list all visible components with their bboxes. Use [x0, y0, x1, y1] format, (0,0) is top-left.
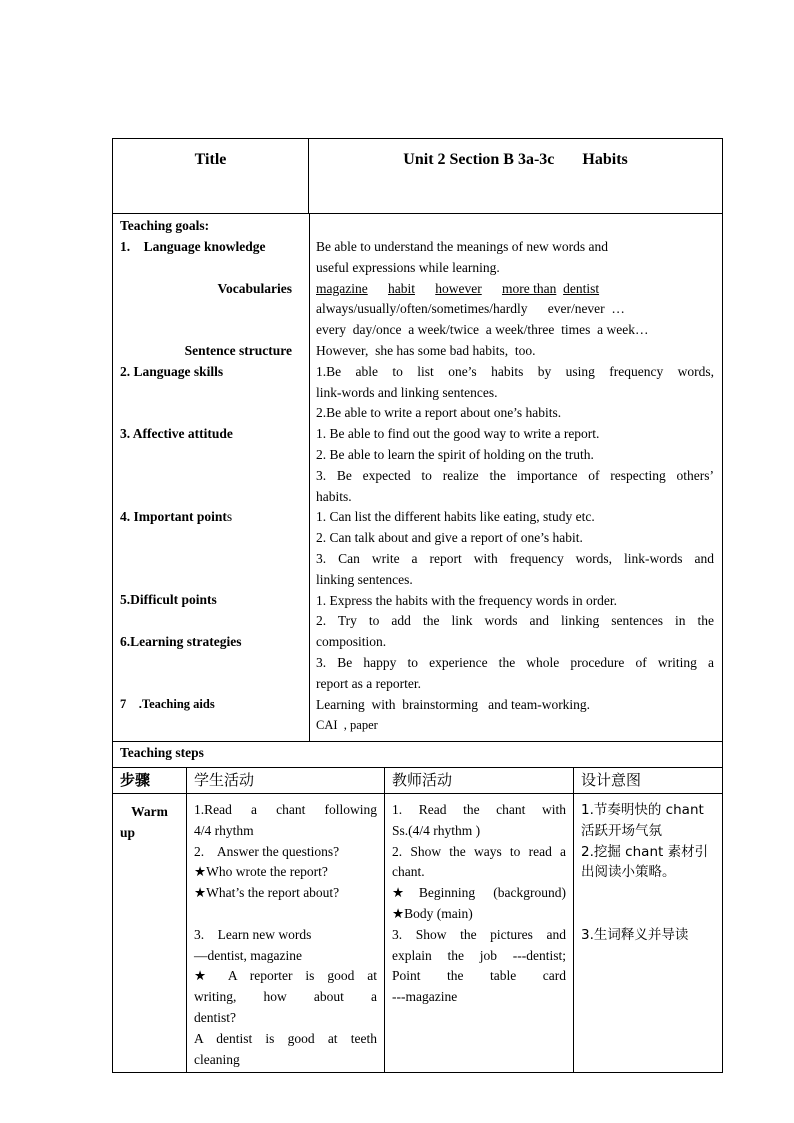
- text-line: linking sentences.: [316, 571, 413, 587]
- text-line: 1.Read a chant following: [194, 802, 378, 817]
- text-line: 2. Can talk about and give a report of one’s habit.: [316, 530, 583, 546]
- teaching-goals-section: [113, 214, 722, 741]
- text-line: A dentist is good at teeth: [194, 1030, 378, 1046]
- text-line: explain the job ---dentist;: [392, 947, 567, 963]
- text-line: 1.节奏明快的 chant: [581, 802, 704, 818]
- learning-strategies-label: 6.Learning strategies: [120, 634, 242, 649]
- text-line: Ss.(4/4 rhythm ): [392, 822, 481, 838]
- important-points-suffix: s: [226, 509, 233, 524]
- sentence-structure-label: Sentence structure: [184, 343, 293, 358]
- step-warm-up: [113, 794, 187, 1073]
- important-points-label: [120, 507, 232, 527]
- col-design-intent: 设计意图: [574, 768, 723, 794]
- text-line: report as a reporter.: [316, 675, 421, 691]
- teacher-activity: [385, 794, 574, 1073]
- col-step: 步骤: [113, 768, 187, 794]
- text-line: 3. Can write a report with frequency words, link-words and: [316, 550, 714, 566]
- vocab-word: more than: [501, 280, 557, 296]
- vocab-word: however: [435, 280, 482, 296]
- important-points-text: 4. Important point: [120, 509, 227, 524]
- difficult-points-label: 5.Difficult points: [120, 592, 217, 607]
- vocab-word: habit: [387, 280, 415, 296]
- step-label-line: up: [120, 824, 136, 840]
- step-label-line: Warm: [131, 804, 168, 819]
- lesson-plan-table: [112, 138, 723, 1073]
- teaching-steps-heading: Teaching steps: [113, 742, 723, 768]
- text-line: every day/once a week/twice a week/three times a week…: [316, 322, 649, 338]
- topic: Habits: [582, 151, 628, 168]
- text-line: composition.: [316, 634, 387, 650]
- text-line: 3. Learn new words: [194, 926, 312, 942]
- text-line: 2. Try to add the link words and linking sentences in the: [316, 613, 714, 629]
- warm-up-row: [113, 794, 723, 1073]
- text-line: [194, 904, 377, 925]
- unit-section: Unit 2 Section B 3a-3c: [403, 151, 555, 168]
- text-line: 活跃开场气氛: [581, 822, 663, 839]
- text-line: always/usually/often/sometimes/hardly ever/never …: [316, 301, 625, 317]
- teaching-aids-text: CAI , paper: [316, 718, 378, 733]
- goals-row: [113, 214, 723, 742]
- strategies-text: Learning with brainstorming and team-working.: [316, 696, 591, 712]
- text-line: 1. Express the habits with the frequency words in order.: [316, 592, 618, 608]
- sentence-structure-text: However, she has some bad habits, too.: [316, 342, 536, 358]
- column-divider: [309, 214, 310, 741]
- affective-attitude-label: 3. Affective attitude: [120, 426, 233, 441]
- text-line: 2. Answer the questions?: [194, 843, 340, 859]
- lesson-title: [309, 139, 723, 214]
- text-line: writing, how about a: [194, 989, 378, 1005]
- text-line: 2. Be able to learn the spirit of holding on the truth.: [316, 446, 594, 462]
- title-label: Title: [113, 139, 309, 214]
- col-student-activity: 学生活动: [187, 768, 385, 794]
- text-line: dentist?: [194, 1009, 236, 1025]
- text-line: ★What’s the report about?: [194, 885, 340, 901]
- text-line: —dentist, magazine: [194, 947, 302, 963]
- teaching-steps-row: [113, 742, 723, 768]
- text-line: Point the table card: [392, 968, 567, 984]
- text-line: 1. Can list the different habits like eating, study etc.: [316, 509, 595, 525]
- vocab-word: dentist: [563, 280, 600, 296]
- text-line: 1. Read the chant with: [392, 802, 567, 817]
- teaching-aids-label: 7 .Teaching aids: [120, 697, 215, 711]
- vocab-word: magazine: [316, 280, 368, 296]
- language-knowledge-text: [316, 237, 714, 736]
- text-line: 3.生词释义并导读: [581, 926, 689, 943]
- text-line: 1. Be able to find out the good way to write a report.: [316, 426, 600, 442]
- text-line: 出阅读小策略。: [581, 864, 676, 881]
- text-line: 3. Be expected to realize the importance of respecting others’: [316, 467, 714, 483]
- text-line: 3. Be happy to experience the whole procedure of writing a: [316, 654, 714, 670]
- text-line: 2.Be able to write a report about one’s habits.: [316, 405, 562, 421]
- text-line: 3. Show the pictures and: [392, 926, 567, 942]
- vocabularies-label: Vocabularies: [217, 281, 293, 296]
- text-line: 4/4 rhythm: [194, 822, 254, 838]
- text-line: cleaning: [194, 1051, 240, 1067]
- text-line: ★Beginning (background): [392, 885, 567, 901]
- text-line: 2.挖掘 chant 素材引: [581, 843, 709, 860]
- text-line: ★ A reporter is good at: [194, 968, 378, 984]
- text-line: habits.: [316, 488, 352, 504]
- text-line: [581, 883, 715, 904]
- text-line: ★Body (main): [392, 905, 473, 921]
- text-line: chant.: [392, 864, 425, 880]
- goals-heading: Teaching goals:: [120, 218, 210, 233]
- text-line: ---magazine: [392, 989, 458, 1005]
- vocab-words: [316, 279, 714, 300]
- language-skills-label: 2. Language skills: [120, 364, 224, 379]
- student-activity: [187, 794, 385, 1073]
- title-row: [113, 139, 723, 214]
- language-knowledge-label: 1. Language knowledge: [120, 239, 266, 254]
- text-line: 1.Be able to list one’s habits by using frequency words,: [316, 363, 714, 379]
- steps-column-header: [113, 768, 723, 794]
- text-line: [581, 904, 715, 925]
- col-teacher-activity: 教师活动: [385, 768, 574, 794]
- design-intent: [574, 794, 723, 1073]
- text-line: Be able to understand the meanings of new words and: [316, 239, 609, 254]
- text-line: 2. Show the ways to read a: [392, 843, 567, 859]
- text-line: link-words and linking sentences.: [316, 384, 498, 400]
- text-line: useful expressions while learning.: [316, 259, 500, 275]
- text-line: ★Who wrote the report?: [194, 864, 328, 880]
